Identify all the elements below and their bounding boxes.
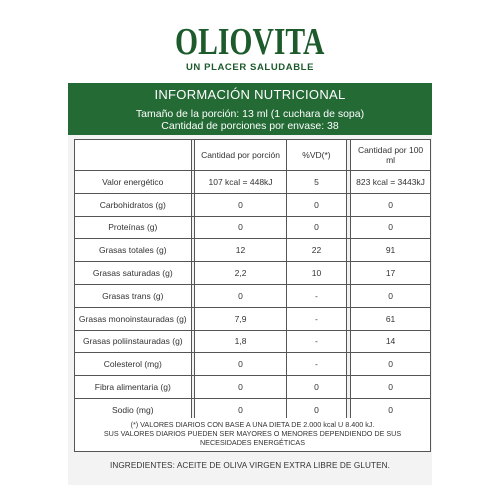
per-100ml-value: 91	[351, 239, 431, 262]
ingredients-text: INGREDIENTES: ACEITE DE OLIVA VIRGEN EXTRA LIBRE DE GLUTEN.	[109, 461, 391, 470]
table-row	[75, 308, 431, 331]
table-row	[75, 194, 431, 217]
nutrient-name: Sodio (mg)	[75, 399, 192, 422]
dv-value: -	[287, 331, 348, 354]
nutrient-name: Proteínas (g)	[75, 217, 192, 240]
table-row	[75, 262, 431, 285]
per-100ml-value: 0	[351, 399, 431, 422]
per-100ml-value: 823 kcal = 3443kJ	[351, 171, 431, 194]
brand-tagline: UN PLACER SALUDABLE	[185, 62, 315, 73]
per-serving-value: 0	[195, 399, 286, 422]
column-header-dv: %VD(*)	[287, 140, 348, 171]
column-header-per-100ml: Cantidad por 100 ml	[351, 140, 431, 171]
nutrition-table	[74, 139, 431, 422]
per-serving-value: 1,8	[195, 331, 286, 354]
footnote-line: (*) VALORES DIARIOS CON BASE A UNA DIETA DE 2.000 kcal U 8.400 kJ.	[130, 420, 375, 429]
table-row	[75, 217, 431, 240]
table-header-row	[75, 140, 431, 171]
nutrient-name: Valor energético	[75, 171, 192, 194]
per-100ml-value: 61	[351, 308, 431, 331]
table-row	[75, 285, 431, 308]
dv-value: -	[287, 285, 348, 308]
dv-value: 0	[287, 194, 348, 217]
servings-per-container: Cantidad de porciones por envase: 38	[161, 120, 339, 132]
per-100ml-value: 0	[351, 285, 431, 308]
per-serving-value: 0	[195, 353, 286, 376]
column-header-nutrient	[75, 140, 192, 171]
dv-value: 0	[287, 376, 348, 399]
per-100ml-value: 14	[351, 331, 431, 354]
footnote-line: SUS VALORES DIARIOS PUEDEN SER MAYORES O MENORES DEPENDIENDO DE SUS	[103, 429, 402, 439]
daily-value-footnote	[74, 418, 431, 452]
dv-value: 22	[287, 239, 348, 262]
serving-size: Tamaño de la porción: 13 ml (1 cuchara de sopa)	[135, 108, 365, 120]
table-row	[75, 353, 431, 376]
per-serving-value: 7,9	[195, 308, 286, 331]
dv-value: 5	[287, 171, 348, 194]
nutrient-name: Grasas poliinstauradas (g)	[75, 331, 192, 354]
nutrient-name: Grasas totales (g)	[75, 239, 192, 262]
per-100ml-value: 0	[351, 353, 431, 376]
column-header-per-serving: Cantidad por porción	[195, 140, 286, 171]
dv-value: 0	[287, 399, 348, 422]
per-100ml-value: 0	[351, 376, 431, 399]
per-serving-value: 2,2	[195, 262, 286, 285]
nutrient-name: Colesterol (mg)	[75, 353, 192, 376]
per-serving-value: 0	[195, 285, 286, 308]
nutrient-name: Grasas monoinstauradas (g)	[75, 308, 192, 331]
table-row	[75, 239, 431, 262]
nutrient-name: Fibra alimentaria (g)	[75, 376, 192, 399]
nutrition-title: INFORMACIÓN NUTRICIONAL	[154, 87, 346, 102]
nutrient-name: Carbohidratos (g)	[75, 194, 192, 217]
table-row	[75, 376, 431, 399]
per-100ml-value: 0	[351, 194, 431, 217]
nutrient-name: Grasas saturadas (g)	[75, 262, 192, 285]
per-serving-value: 0	[195, 376, 286, 399]
per-serving-value: 0	[195, 217, 286, 240]
per-serving-value: 107 kcal = 448kJ	[195, 171, 286, 194]
per-100ml-value: 0	[351, 217, 431, 240]
table-row	[75, 171, 431, 194]
brand-logo	[0, 22, 500, 74]
dv-value: 10	[287, 262, 348, 285]
dv-value: -	[287, 308, 348, 331]
brand-name: OLIOVITA	[175, 21, 325, 63]
table-row	[75, 331, 431, 354]
dv-value: 0	[287, 217, 348, 240]
dv-value: -	[287, 353, 348, 376]
per-serving-value: 0	[195, 194, 286, 217]
per-100ml-value: 17	[351, 262, 431, 285]
footnote-line: NECESIDADES ENERGÉTICAS	[199, 438, 306, 448]
nutrition-header	[68, 83, 432, 135]
per-serving-value: 12	[195, 239, 286, 262]
nutrient-name: Grasas trans (g)	[75, 285, 192, 308]
